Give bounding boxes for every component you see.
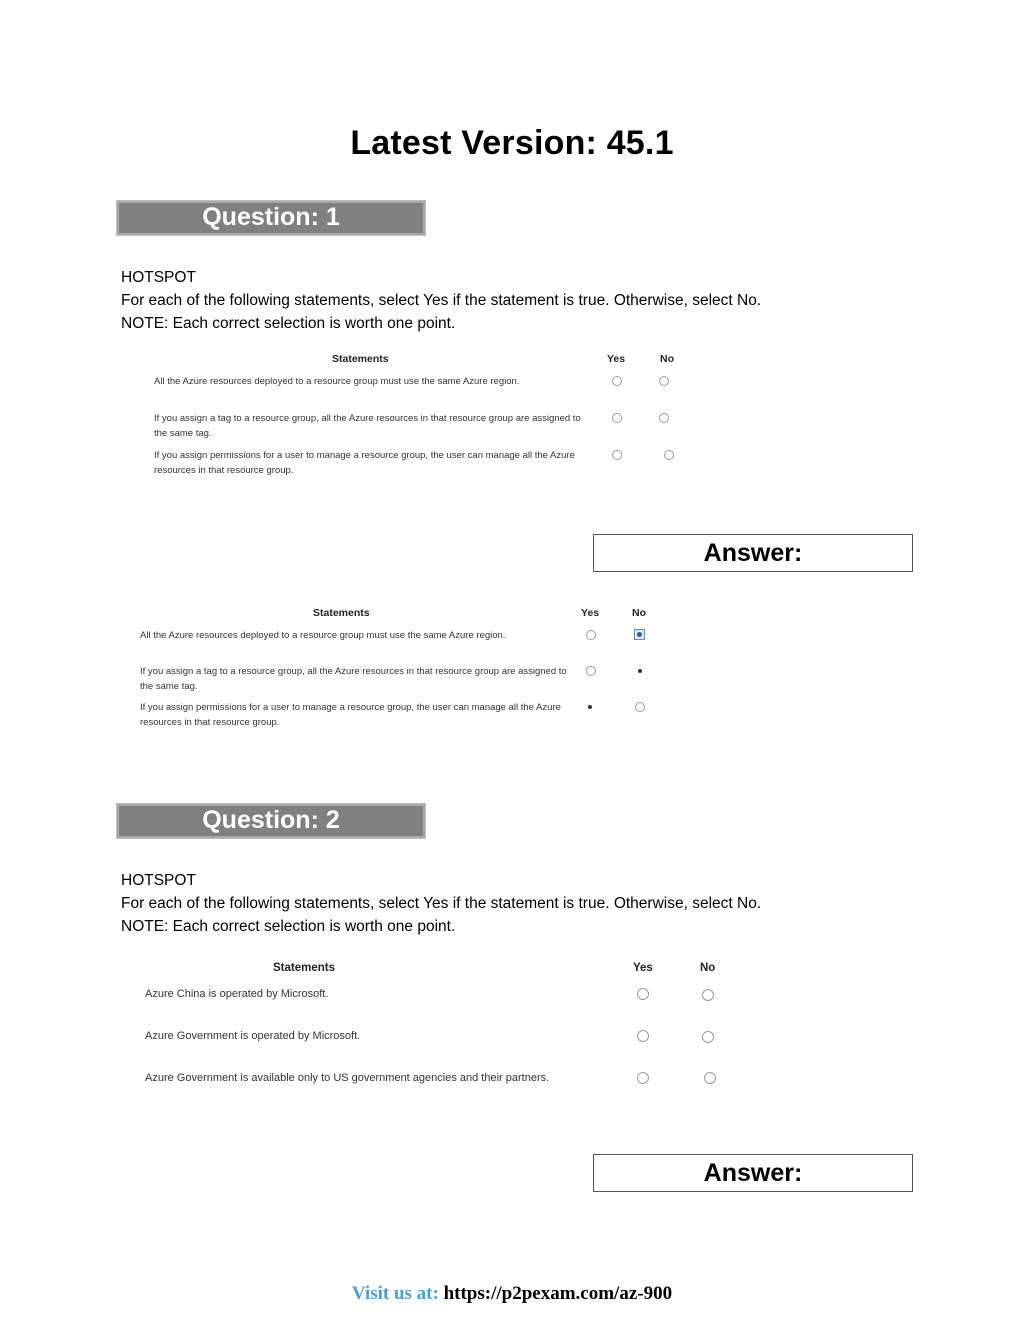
no-radio-row-1[interactable]	[659, 376, 669, 386]
question-1-label: Question: 1	[202, 203, 340, 231]
question-2-label: Question: 2	[202, 806, 340, 834]
statements-header: Statements	[313, 607, 370, 619]
no-header: No	[700, 962, 716, 974]
yes-radio-row-2[interactable]	[612, 413, 622, 423]
page-title: Latest Version: 45.1	[350, 124, 674, 162]
question-type: HOTSPOT	[121, 269, 196, 286]
no-radio-row-2-selected[interactable]	[635, 666, 645, 676]
footer-label: Visit us at:	[351, 1283, 439, 1304]
no-radio-row-2[interactable]	[659, 413, 669, 423]
question-note: NOTE: Each correct selection is worth one point.	[121, 918, 456, 935]
yes-radio-row-3[interactable]	[637, 1072, 649, 1084]
statement-row-2: If you assign a tag to a resource group, all the Azure resources in that resource group are assigned to the same tag.	[154, 413, 581, 439]
question-type: HOTSPOT	[121, 872, 196, 889]
yes-header: Yes	[581, 607, 600, 619]
no-radio-row-3[interactable]	[635, 702, 645, 712]
answer-label: Answer:	[703, 1159, 803, 1187]
answer-label: Answer:	[703, 539, 803, 567]
yes-radio-row-2[interactable]	[637, 1030, 649, 1042]
statement-row-1: Azure China is operated by Microsoft.	[145, 988, 329, 1000]
yes-radio-row-1[interactable]	[637, 988, 649, 1000]
statement-row-2: Azure Government is operated by Microsoft.	[145, 1030, 361, 1042]
question-instruction: For each of the following statements, select Yes if the statement is true. Otherwise, select No.	[121, 895, 762, 912]
yes-header: Yes	[633, 962, 653, 974]
yes-header: Yes	[607, 353, 626, 365]
question-2-prompt	[121, 869, 761, 938]
footer-url-link[interactable]: https://p2pexam.com/az-900	[443, 1283, 673, 1304]
statements-header: Statements	[332, 353, 389, 365]
statement-row-1: All the Azure resources deployed to a resource group must use the same Azure region.	[154, 376, 520, 387]
question-instruction: For each of the following statements, select Yes if the statement is true. Otherwise, select No.	[121, 292, 762, 309]
question-note: NOTE: Each correct selection is worth one point.	[121, 315, 456, 332]
no-header: No	[632, 607, 646, 619]
answer-statement-row-2: If you assign a tag to a resource group, all the Azure resources in that resource group are assigned to the same tag.	[140, 666, 567, 692]
question-1-prompt	[121, 266, 761, 335]
yes-radio-row-3[interactable]	[612, 450, 622, 460]
statements-header: Statements	[273, 962, 335, 974]
answer-box-1	[593, 534, 913, 572]
yes-radio-row-1[interactable]	[612, 376, 622, 386]
yes-radio-row-2[interactable]	[586, 666, 596, 676]
answer-statement-row-3: If you assign permissions for a user to manage a resource group, the user can manage all the Azure resources in that resource group.	[140, 702, 561, 728]
no-header: No	[660, 353, 674, 365]
no-radio-row-3[interactable]	[704, 1072, 716, 1084]
yes-radio-row-3-selected[interactable]	[585, 702, 595, 712]
statement-row-3: If you assign permissions for a user to manage a resource group, the user can manage all the Azure resources in that resource group.	[154, 450, 575, 476]
no-radio-row-3[interactable]	[664, 450, 674, 460]
statement-row-3: Azure Government is available only to US government agencies and their partners.	[145, 1072, 550, 1084]
question-1-banner	[116, 200, 426, 236]
footer	[0, 1283, 1024, 1305]
question-2-banner	[116, 803, 426, 839]
no-radio-row-1-selected[interactable]	[634, 629, 645, 640]
no-radio-row-2[interactable]	[702, 1031, 714, 1043]
no-radio-row-1[interactable]	[702, 989, 714, 1001]
answer-box-2	[593, 1154, 913, 1192]
answer-statement-row-1: All the Azure resources deployed to a resource group must use the same Azure region.	[140, 630, 506, 641]
yes-radio-row-1[interactable]	[586, 630, 596, 640]
